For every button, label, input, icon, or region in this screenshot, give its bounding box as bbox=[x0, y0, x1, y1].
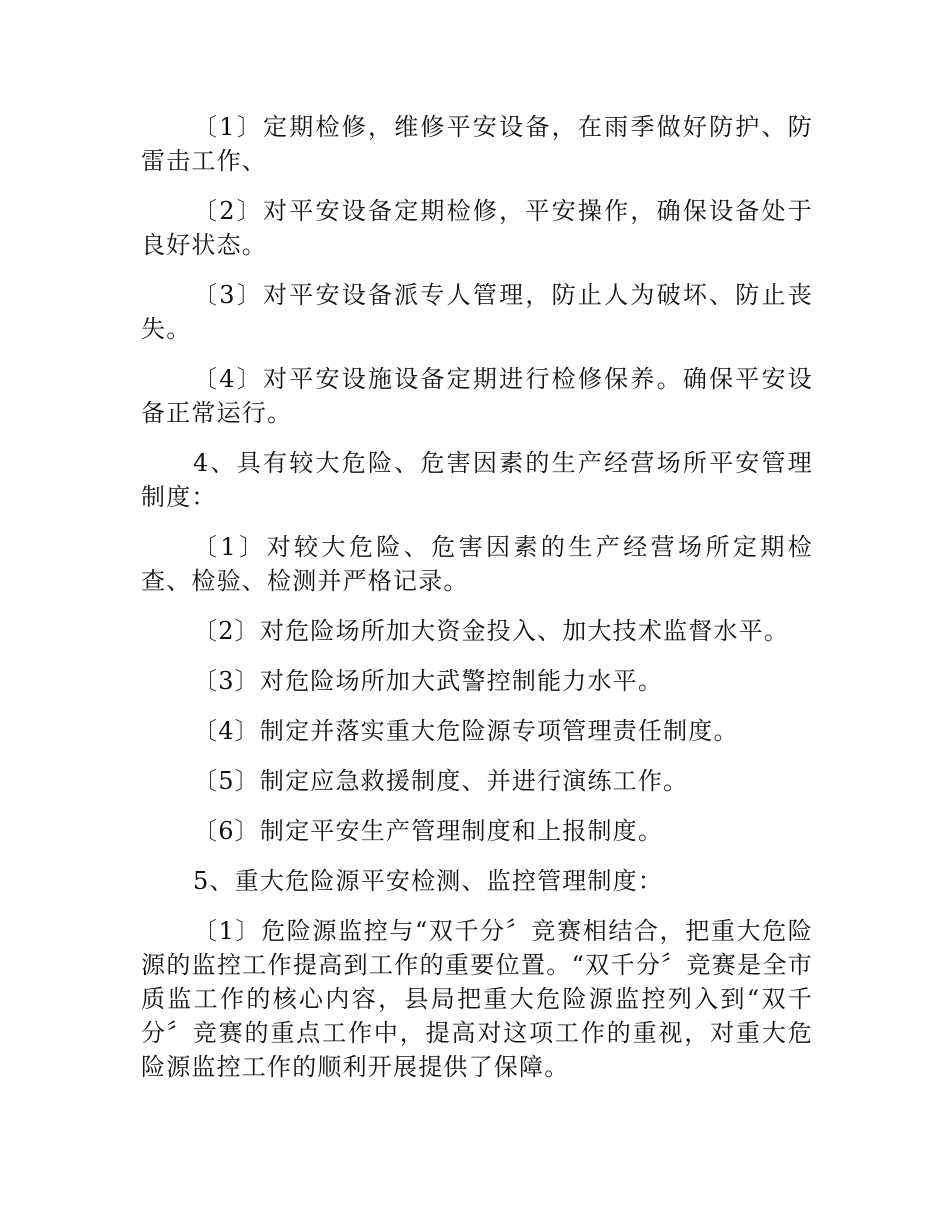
paragraph-10: 〔5〕制定应急救援制度、并进行演练工作。 bbox=[193, 767, 689, 795]
paragraph-1: 〔1〕定期检修，维修平安设备，在雨季做好防护、防雷击工作、 bbox=[141, 113, 813, 175]
paragraph-11: 〔6〕制定平安生产管理制度和上报制度。 bbox=[193, 817, 664, 845]
document-body bbox=[141, 110, 813, 1100]
paragraph-8: 〔3〕对危险场所加大武警控制能力水平。 bbox=[193, 667, 664, 695]
paragraph-4: 〔4〕对平安设施设备定期进行检修保养。确保平安设备正常运行。 bbox=[141, 365, 813, 427]
section-heading-5: 5、重大危险源平安检测、监控管理制度： bbox=[193, 867, 664, 895]
paragraph-7: 〔2〕对危险场所加大资金投入、加大技术监督水平。 bbox=[193, 617, 790, 645]
paragraph-2: 〔2〕对平安设备定期检修，平安操作，确保设备处于良好状态。 bbox=[141, 197, 813, 259]
paragraph-9: 〔4〕制定并落实重大危险源专项管理责任制度。 bbox=[193, 717, 739, 745]
paragraph-6: 〔1〕对较大危险、危害因素的生产经营场所定期检查、检验、检测并严格记录。 bbox=[141, 533, 813, 595]
paragraph-13: 〔1〕危险源监控与“双千分〞竞赛相结合，把重大危险源的监控工作提高到工作的重要位置。“双千分〞竞赛是全市质监工作的核心内容，县局把重大危险源监控列入到“双千分〞竞赛的重点工作中，提高对这项工作的重视，对重大危险源监控工作的顺利开展提供了保障。 bbox=[141, 917, 813, 1081]
section-heading-4: 4、具有较大危险、危害因素的生产经营场所平安管理制度： bbox=[141, 449, 813, 511]
paragraph-3: 〔3〕对平安设备派专人管理，防止人为破坏、防止丧失。 bbox=[141, 281, 813, 343]
